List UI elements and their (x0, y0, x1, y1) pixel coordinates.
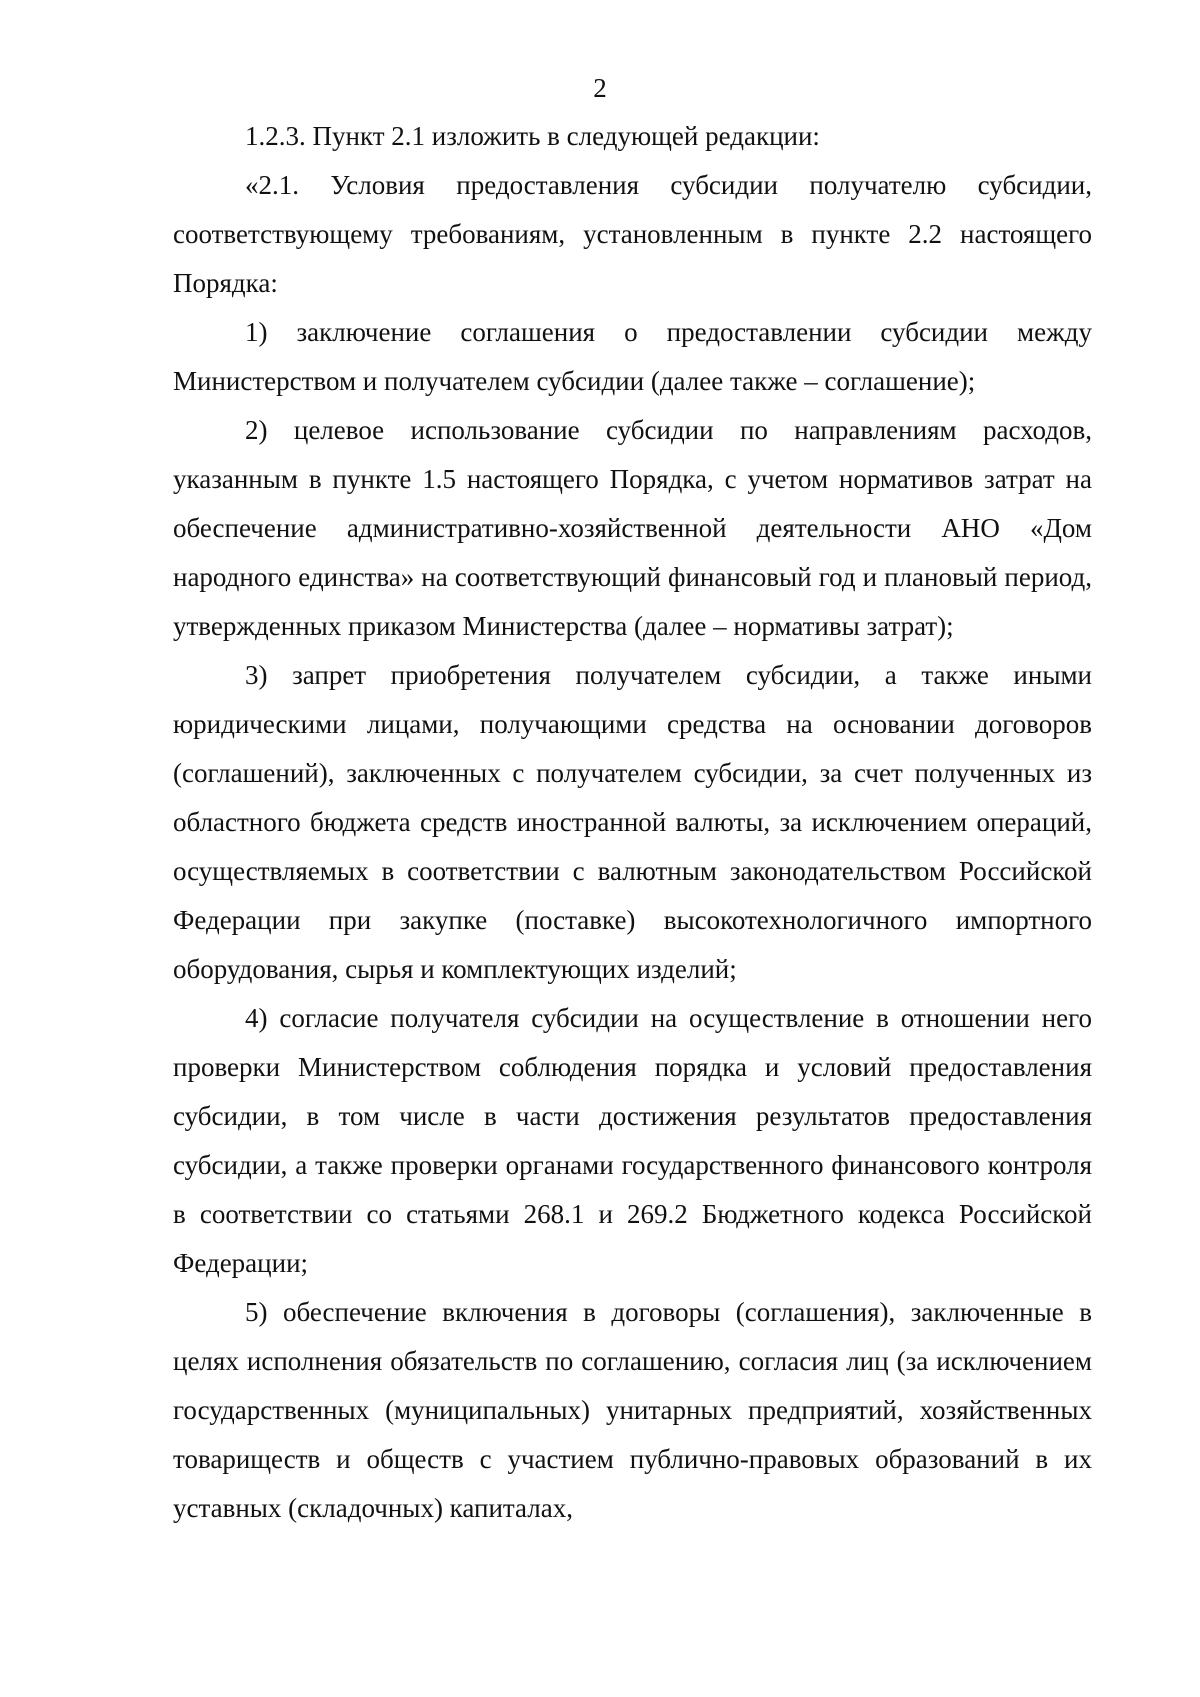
paragraph-item-2: 2) целевое использование субсидии по направлениям расходов, указанным в пункте 1.5 настоящего Порядка, с учетом нормативов затрат на обеспечение административно-хозяйственной деятельности АНО «Дом народного единства» на соответствующий финансовый год и плановый период, утвержденных приказом Министерства (далее – нормативы затрат); (173, 415, 1092, 641)
paragraph-2-1: «2.1. Условия предоставления субсидии получателю субсидии, соответствующему требованиям, установленным в пункте 2.2 настоящего Порядка: (173, 170, 1092, 298)
paragraph-item-3: 3) запрет приобретения получателем субсидии, а также иными юридическими лицами, получающими средства на основании договоров (соглашений), заключенных с получателем субсидии, за счет полученных из областного бюджета средств иностранной валюты, за исключением операций, осуществляемых в соответствии с валютным законодательством Российской Федерации при закупке (поставке) высокотехнологичного импортного оборудования, сырья и комплектующих изделий; (173, 660, 1092, 984)
paragraph-1-2-3: 1.2.3. Пункт 2.1 изложить в следующей редакции: (245, 121, 820, 151)
paragraph-item-5: 5) обеспечение включения в договоры (соглашения), заключенные в целях исполнения обязательств по соглашению, согласия лиц (за исключением государственных (муниципальных) унитарных предприятий, хозяйственных товариществ и обществ с участием публично-правовых образований в их уставных (складочных) капиталах, (173, 1297, 1092, 1523)
page-number: 2 (593, 73, 607, 103)
document-body (173, 112, 1092, 1533)
paragraph-item-1: 1) заключение соглашения о предоставлении субсидии между Министерством и получателем субсидии (далее также – соглашение); (173, 317, 1092, 396)
paragraph-item-4: 4) согласие получателя субсидии на осуществление в отношении него проверки Министерством соблюдения порядка и условий предоставления субсидии, в том числе в части достижения результатов предоставления субсидии, а также проверки органами государственного финансового контроля в соответствии со статьями 268.1 и 269.2 Бюджетного кодекса Российской Федерации; (173, 1003, 1092, 1278)
